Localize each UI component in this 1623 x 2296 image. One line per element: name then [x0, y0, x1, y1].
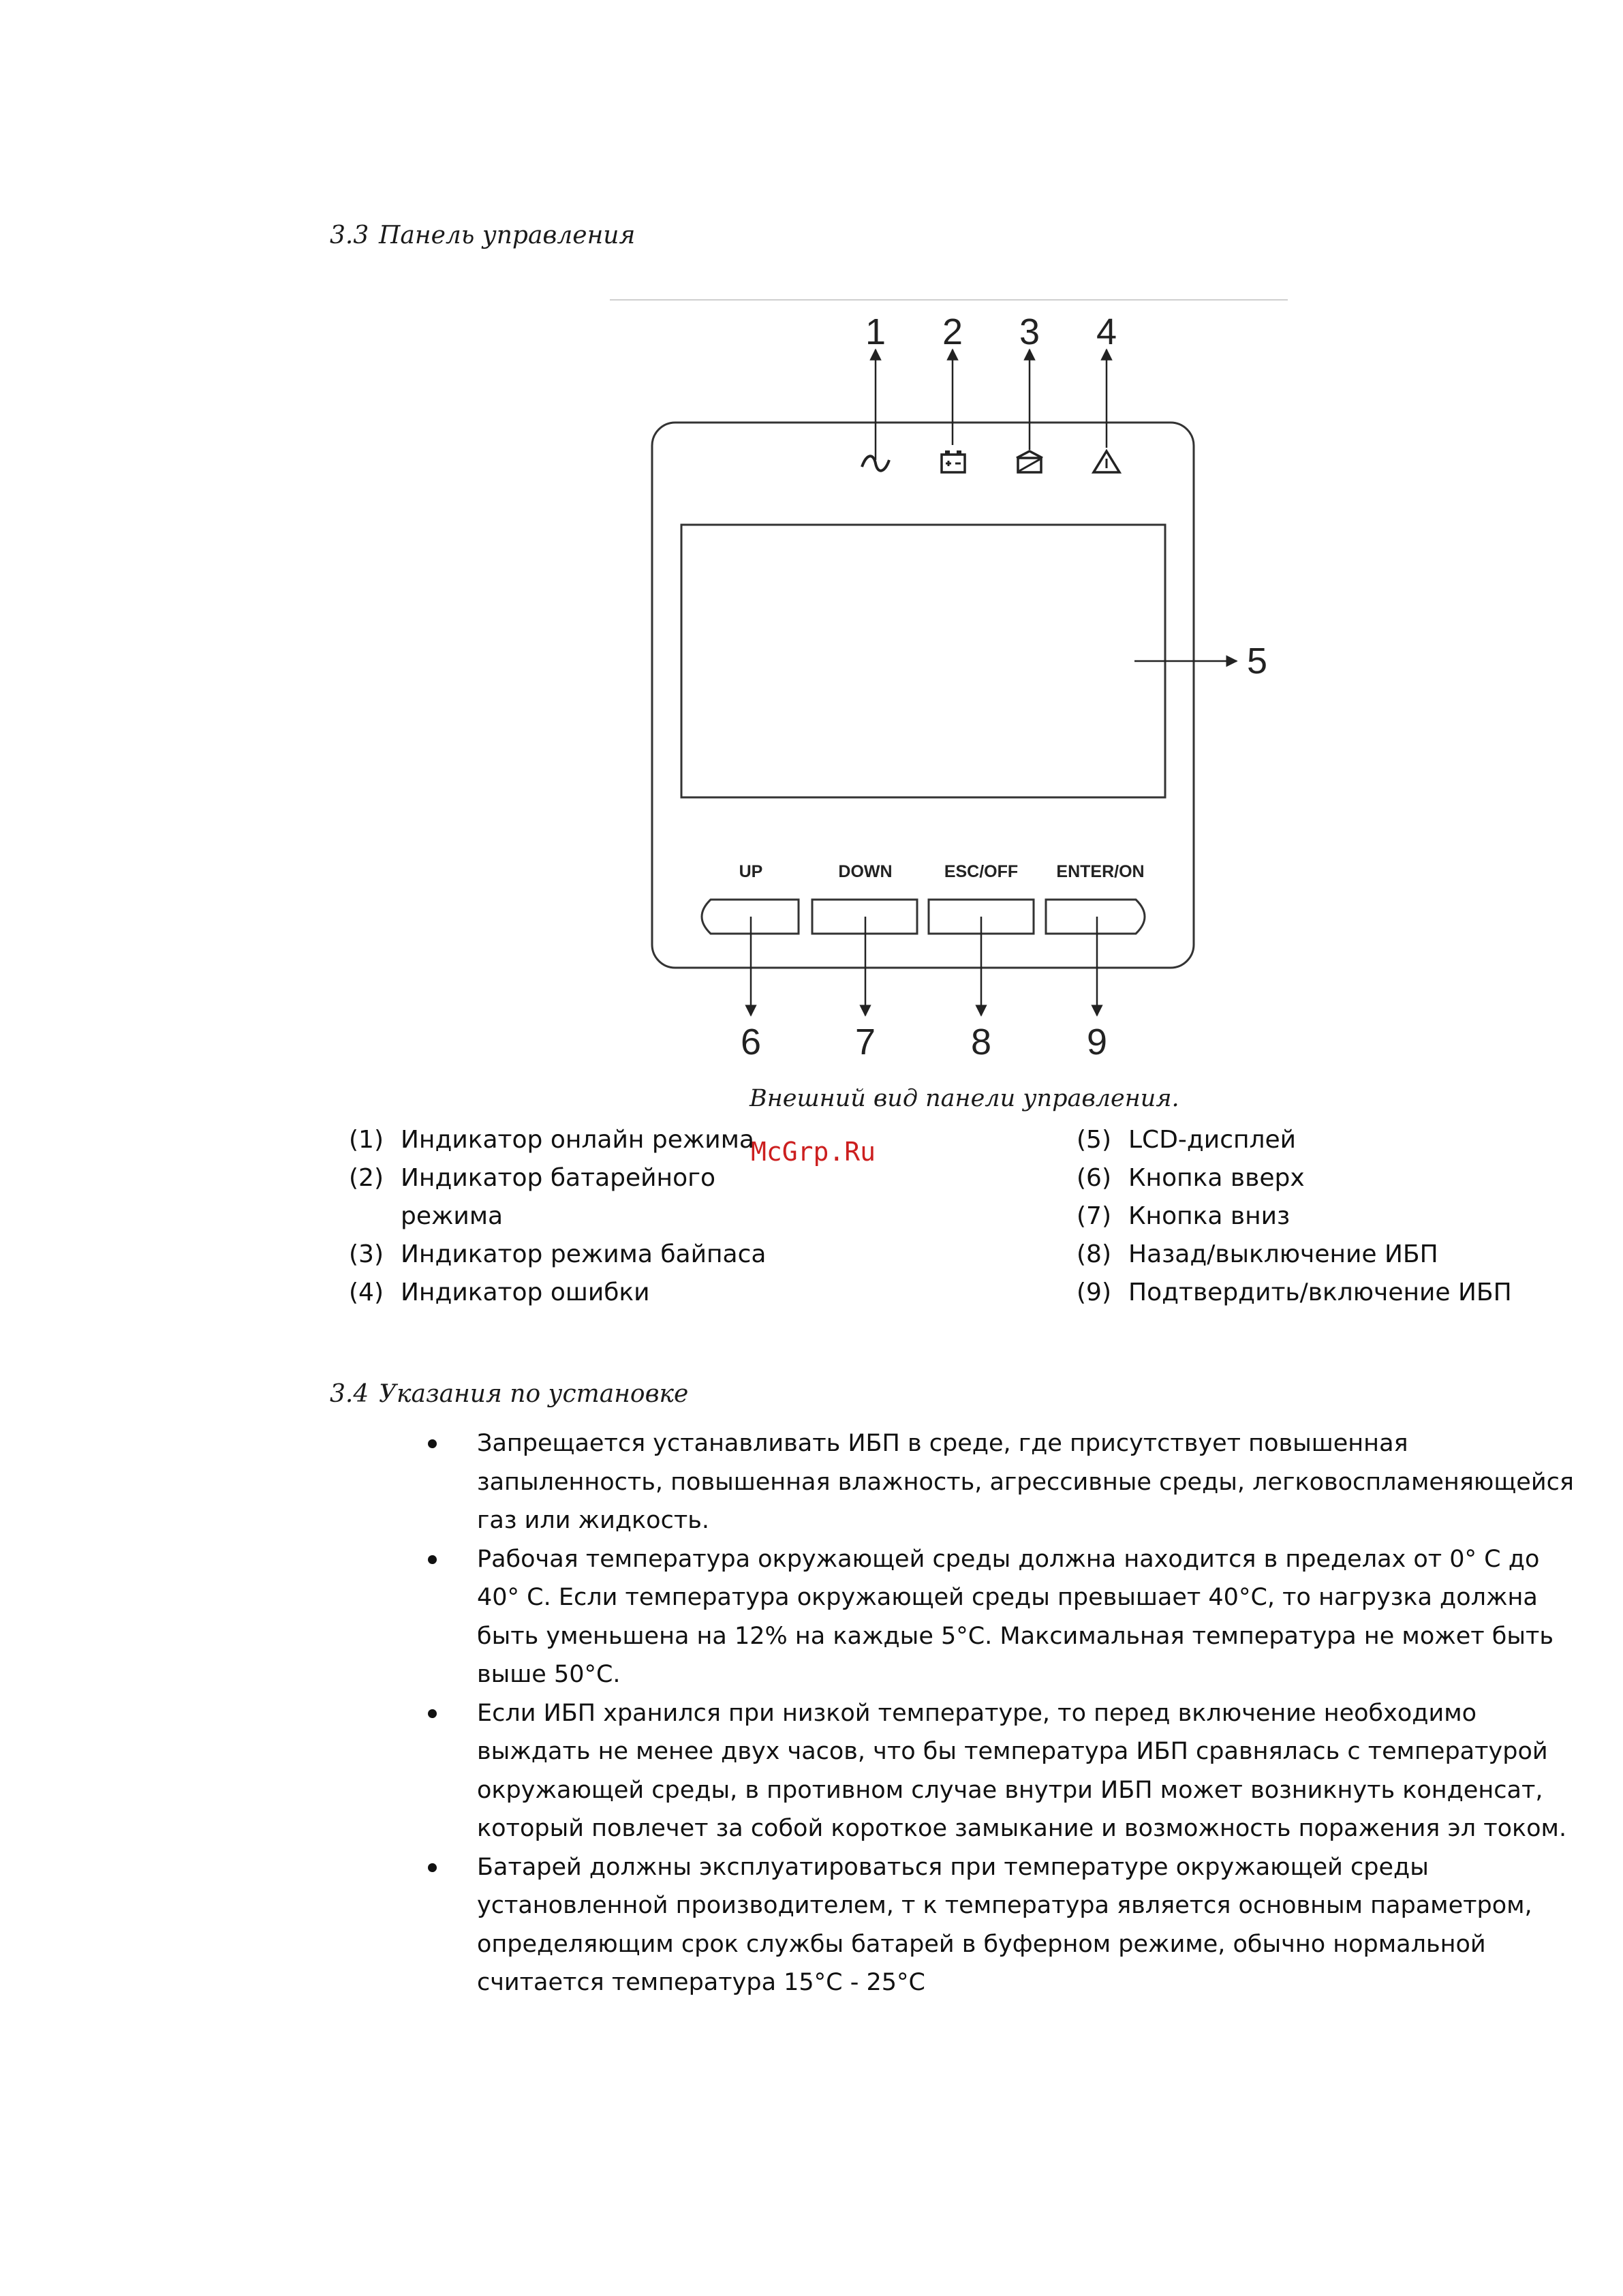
legend-left — [349, 1121, 766, 1312]
legend-num: (1) — [349, 1126, 384, 1154]
callout-3: 3 — [1019, 311, 1040, 352]
list-item — [422, 1694, 1567, 1848]
legend-item-4 — [349, 1274, 766, 1312]
section-number: 3.3 — [330, 221, 369, 249]
legend-num: (8) — [1077, 1240, 1111, 1268]
callout-9: 9 — [1086, 1022, 1108, 1062]
panel-outline — [652, 423, 1194, 968]
legend-text: Подтвердить/включение ИБП — [1128, 1279, 1512, 1306]
callout-2: 2 — [942, 311, 963, 352]
bullet-icon — [428, 1863, 437, 1872]
legend-text-continued: режима — [401, 1202, 504, 1230]
section-number: 3.4 — [330, 1380, 369, 1408]
legend-item-6 — [1077, 1159, 1512, 1197]
legend-num: (5) — [1077, 1126, 1111, 1154]
list-item-line: запыленность, повышенная влажность, агрессивные среды, легковоспламеняющейся — [477, 1468, 1574, 1496]
legend-num: (6) — [1077, 1164, 1111, 1192]
legend-num: (2) — [349, 1164, 384, 1192]
list-item-line: 40° С. Если температура окружающей среды превышает 40°С, то нагрузка должна — [477, 1584, 1538, 1611]
bullet-icon — [428, 1709, 437, 1718]
legend-text: Кнопка вверх — [1128, 1164, 1305, 1192]
legend-text: Индикатор онлайн режима — [401, 1126, 754, 1154]
legend-item-1 — [349, 1121, 766, 1159]
callout-1: 1 — [865, 311, 886, 352]
list-item — [422, 1848, 1532, 2002]
button-label-down: DOWN — [838, 862, 893, 881]
legend-text: LCD-дисплей — [1128, 1126, 1297, 1154]
watermark: McGrp.Ru — [751, 1137, 876, 1167]
callout-7: 7 — [854, 1022, 876, 1062]
list-item-line: Если ИБП хранился при низкой температуре, то перед включение необходимо — [477, 1699, 1477, 1727]
list-item-line: установленной производителем, т к температура является основным параметром, — [477, 1892, 1532, 1919]
button-label-esc-off: ESC/OFF — [944, 862, 1019, 881]
lcd-display — [681, 525, 1165, 797]
legend-text: Индикатор режима байпаса — [401, 1240, 767, 1268]
legend-item-8 — [1077, 1236, 1512, 1274]
legend-item-5 — [1077, 1121, 1512, 1159]
list-item — [422, 1424, 1574, 1540]
callout-5: 5 — [1246, 641, 1268, 682]
bullet-icon — [428, 1555, 437, 1564]
warning-icon — [1094, 451, 1119, 472]
callout-8: 8 — [970, 1022, 992, 1062]
button-label-up: UP — [739, 862, 763, 881]
legend-item-9 — [1077, 1274, 1512, 1312]
list-item-line: Рабочая температура окружающей среды должна находится в пределах от 0° С до — [477, 1545, 1540, 1573]
legend-right — [1077, 1121, 1512, 1312]
legend-item-7 — [1077, 1197, 1512, 1236]
list-item-line: окружающей среды, в противном случае внутри ИБП может возникнуть конденсат, — [477, 1776, 1543, 1804]
list-item-line: который повлечет за собой короткое замыкание и возможность поражения эл током. — [477, 1815, 1567, 1842]
legend-num: (4) — [349, 1279, 384, 1306]
legend-item-2 — [349, 1159, 766, 1197]
list-item-line: быть уменьшена на 12% на каждые 5°С. Максимальная температура не может быть — [477, 1622, 1554, 1650]
callout-4: 4 — [1096, 311, 1117, 352]
enter-on-button[interactable] — [1046, 900, 1145, 934]
list-item-line: Батарей должны эксплуатироваться при температуре окружающей среды — [477, 1853, 1429, 1881]
legend-num: (3) — [349, 1240, 384, 1268]
list-item-line: выше 50°С. — [477, 1661, 621, 1688]
legend-text: Индикатор ошибки — [401, 1279, 650, 1306]
list-item — [422, 1540, 1554, 1694]
control-panel-diagram — [600, 290, 1295, 1073]
installation-guidelines-list — [422, 1424, 1574, 2002]
section-title: Указания по установке — [379, 1380, 689, 1408]
list-item-line: считается температура 15°С - 25°С — [477, 1969, 925, 1996]
legend-text: Назад/выключение ИБП — [1128, 1240, 1438, 1268]
list-item-line: Запрещается устанавливать ИБП в среде, где присутствует повышенная — [477, 1430, 1408, 1457]
section-3-4-heading — [330, 1380, 688, 1408]
battery-icon — [942, 450, 965, 472]
bypass-icon — [1017, 451, 1042, 472]
callout-6: 6 — [740, 1022, 762, 1062]
legend-text: Индикатор батарейного — [401, 1164, 716, 1192]
legend-num: (9) — [1077, 1279, 1111, 1306]
list-item-line: газ или жидкость. — [477, 1507, 709, 1534]
section-title: Панель управления — [379, 221, 636, 249]
legend-num: (7) — [1077, 1202, 1111, 1230]
legend-item-3 — [349, 1236, 766, 1274]
bullet-icon — [428, 1439, 437, 1448]
list-item-line: определяющим срок службы батарей в буферном режиме, обычно нормальной — [477, 1930, 1486, 1958]
list-item-line: выждать не менее двух часов, что бы температура ИБП сравнялась с температурой — [477, 1738, 1548, 1765]
diagram-caption: Внешний вид панели управления. — [749, 1085, 1179, 1112]
section-3-3-heading — [330, 221, 635, 249]
legend-item-2-cont — [349, 1197, 766, 1236]
button-label-enter-on: ENTER/ON — [1056, 862, 1145, 881]
legend-text: Кнопка вниз — [1128, 1202, 1290, 1230]
